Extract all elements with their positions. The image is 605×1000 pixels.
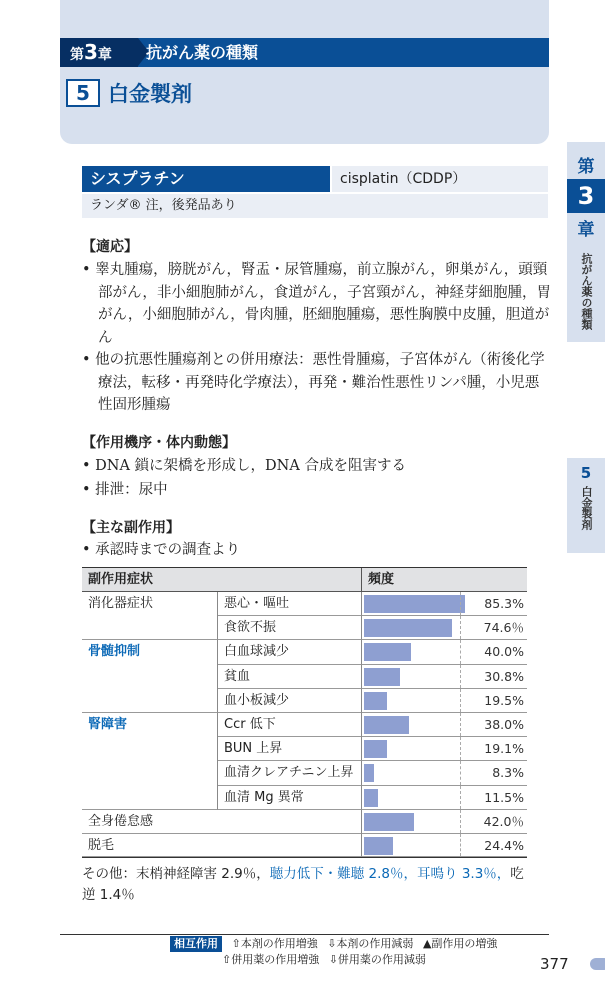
symptom-cell: 脱毛	[82, 834, 362, 857]
group-cell: 腎障害	[82, 713, 218, 737]
col-frequency: 頻度	[368, 572, 395, 587]
gridline	[460, 786, 461, 809]
other-side-effects	[82, 864, 532, 906]
other-prefix: その他：末梢神経障害 2.9％，	[82, 866, 270, 882]
frequency-bar	[364, 789, 378, 807]
legend-item-1: ⇧本剤の作用増強	[231, 937, 318, 950]
indications-heading: 【適応】	[82, 239, 138, 255]
group-cell	[82, 737, 218, 761]
gridline	[460, 689, 461, 712]
frequency-label: 19.1%	[484, 741, 524, 757]
frequency-cell	[362, 810, 527, 834]
frequency-bar	[364, 740, 387, 758]
symptom-cell: 血清クレアチニン上昇	[218, 761, 362, 785]
drug-name-en: cisplatin（CDDP）	[332, 166, 548, 192]
drug-name-jp: シスプラチン	[82, 166, 330, 192]
legend-item-3: ▲副作用の増強	[422, 937, 498, 950]
gridline	[460, 761, 461, 784]
legend-tag: 相互作用	[170, 936, 222, 952]
frequency-label: 8.3%	[492, 765, 524, 781]
frequency-cell	[362, 665, 527, 689]
frequency-label: 30.8%	[484, 668, 524, 684]
chapter-number: 3	[84, 40, 98, 64]
chapter-tag	[60, 38, 138, 67]
gridline	[460, 616, 461, 639]
indication-item-2: • 他の抗悪性腫瘍剤との併用療法：悪性骨腫瘍，子宮体がん（術後化学療法，転移・再発時化学療法），再発・難治性悪性リンパ腫，小児悪性固形腫瘍	[82, 352, 545, 413]
frequency-label: 74.6％	[483, 620, 524, 636]
gridline	[460, 737, 461, 760]
table-row	[82, 616, 527, 640]
gridline	[460, 640, 461, 663]
frequency-label: 19.5%	[484, 692, 524, 708]
group-cell	[82, 616, 218, 640]
frequency-cell	[362, 592, 527, 616]
frequency-bar	[364, 692, 387, 710]
side-section-tab[interactable]	[567, 458, 605, 553]
frequency-label: 85.3%	[484, 596, 524, 611]
side-chapter-number: 3	[567, 179, 605, 213]
page-indicator	[590, 958, 605, 970]
side-effects-heading: 【主な副作用】	[82, 520, 180, 536]
drug-header	[82, 166, 548, 192]
symptom-cell: BUN 上昇	[218, 737, 362, 761]
frequency-bar	[364, 813, 414, 831]
frequency-cell	[362, 761, 527, 785]
frequency-cell	[362, 737, 527, 761]
legend-item-2: ⇩本剤の作用減弱	[327, 937, 414, 950]
gridline	[460, 713, 461, 736]
legend-item-5: ⇩併用薬の作用減弱	[328, 953, 426, 966]
brand-info: ランダ® 注，後発品あり	[82, 194, 548, 218]
gridline	[460, 665, 461, 688]
side-effect-table	[82, 567, 527, 858]
symptom-cell: 貧血	[218, 665, 362, 689]
frequency-bar	[364, 619, 452, 637]
legend-item-4: ⇧併用薬の作用増強	[222, 953, 320, 966]
side-section-title: 白金製剤	[580, 486, 593, 530]
group-cell: 骨髄抑制	[82, 640, 218, 664]
symptom-cell: 血清 Mg 異常	[218, 786, 362, 810]
chapter-suffix: 章	[97, 47, 112, 63]
indication-item-1: • 睾丸腫瘍，膀胱がん，腎盂・尿管腫瘍，前立腺がん，卵巣がん，頭頸部がん，非小細胞肺がん，食道がん，子宮頸がん，神経芽細胞腫，胃がん，小細胞肺がん，骨肉腫，胚細胞腫瘍，悪性胸膜中皮腫，胆道がん	[82, 262, 551, 346]
page-number: 377	[540, 955, 569, 973]
frequency-cell	[362, 713, 527, 737]
side-chapter-prefix: 第	[577, 157, 595, 177]
frequency-label: 24.4%	[484, 837, 524, 853]
group-cell: 消化器症状	[82, 592, 218, 616]
table-row	[82, 592, 527, 616]
section-title: 白金製剤	[108, 82, 192, 106]
frequency-bar	[364, 643, 411, 661]
frequency-cell	[362, 616, 527, 640]
frequency-label: 40.0%	[484, 644, 524, 660]
group-cell	[82, 689, 218, 713]
mechanism-item-1: • DNA 鎖に架橋を形成し，DNA 合成を阻害する	[82, 458, 406, 474]
table-row	[82, 737, 527, 761]
side-chapter-title: 抗がん薬の種類	[580, 252, 593, 330]
frequency-bar	[364, 837, 393, 855]
table-row	[82, 713, 527, 737]
table-body	[82, 592, 527, 858]
side-chapter-suffix: 章	[577, 220, 595, 240]
frequency-label: 11.5%	[484, 789, 524, 805]
symptom-cell: 全身倦怠感	[82, 810, 362, 834]
chapter-title: 抗がん薬の種類	[146, 43, 259, 62]
frequency-cell	[362, 640, 527, 664]
frequency-cell	[362, 786, 527, 810]
side-section-number: 5	[580, 464, 592, 482]
col-symptom: 副作用症状	[82, 568, 362, 591]
symptom-cell: Ccr 低下	[218, 713, 362, 737]
chapter-prefix: 第	[70, 47, 84, 63]
gridline	[460, 810, 461, 833]
symptom-cell: 食欲不振	[218, 616, 362, 640]
table-row	[82, 810, 527, 834]
table-row	[82, 640, 527, 664]
frequency-cell	[362, 689, 527, 713]
table-header	[82, 567, 527, 592]
frequency-cell	[362, 834, 527, 857]
interaction-legend	[170, 936, 550, 968]
frequency-label: 38.0%	[484, 716, 524, 732]
table-row	[82, 786, 527, 810]
mechanism-heading: 【作用機序・体内動態】	[82, 435, 236, 451]
symptom-cell: 悪心・嘔吐	[218, 592, 362, 616]
table-row	[82, 665, 527, 689]
other-highlight: 聴力低下・難聴 2.8％，耳鳴り 3.3％，	[269, 866, 511, 882]
other-suffix: 吃逆 1.4％	[82, 866, 524, 903]
frequency-label: 42.0％	[483, 813, 524, 829]
symptom-cell: 血小板減少	[218, 689, 362, 713]
footer-divider	[60, 934, 549, 935]
table-row	[82, 761, 527, 785]
frequency-bar	[364, 595, 465, 613]
group-cell	[82, 786, 218, 810]
symptom-cell: 白血球減少	[218, 640, 362, 664]
group-cell	[82, 665, 218, 689]
chapter-header-panel	[60, 0, 549, 144]
frequency-bar	[364, 716, 409, 734]
side-effects-note: • 承認時までの調査より	[82, 542, 241, 558]
table-row	[82, 834, 527, 858]
mechanism-item-2: • 排泄：尿中	[82, 482, 168, 498]
frequency-bar	[364, 764, 374, 782]
table-row	[82, 689, 527, 713]
side-chapter-tab[interactable]	[567, 142, 605, 342]
group-cell	[82, 761, 218, 785]
gridline	[460, 834, 461, 856]
section-number: 5	[66, 79, 100, 107]
frequency-bar	[364, 668, 400, 686]
gridline	[460, 592, 461, 615]
